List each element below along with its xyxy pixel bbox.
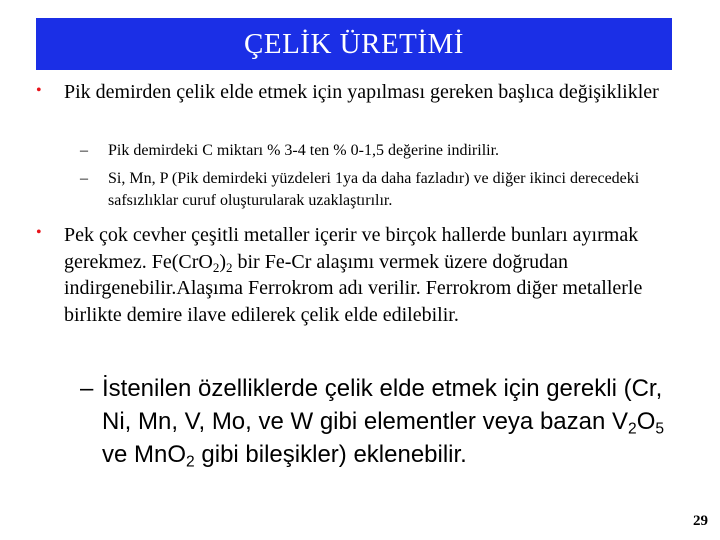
sub-point-2 bbox=[80, 168, 690, 212]
bullet-point-1 bbox=[36, 80, 686, 104]
dash-icon: – bbox=[80, 142, 88, 159]
sub-point-3-text bbox=[102, 372, 690, 471]
bullet-point-2 bbox=[36, 222, 686, 328]
sub-point-2-text: Si, Mn, P (Pik demirdeki yüzdeleri 1ya da daha fazladır) ve diğer ikinci derecedeki safsızlıklar curuf oluşturularak uzaklaştırılır. bbox=[108, 170, 640, 209]
bullet-2-part-3: bir Fe-Cr alaşımı vermek üzere doğrudan indirgenebilir.Alaşıma Ferrokrom adı verilir. Ferrokrom diğer metallerle birlikte demire ilave edilerek çelik elde edilebilir. bbox=[64, 250, 643, 326]
subscript: 2 bbox=[186, 453, 195, 471]
sub-point-1 bbox=[80, 140, 690, 162]
sub-3-part-2: O bbox=[636, 408, 656, 435]
subscript: 5 bbox=[655, 420, 665, 438]
bullet-2-text bbox=[64, 222, 686, 328]
bullet-2-part-2: ) bbox=[219, 250, 226, 273]
sub-point-1-text: Pik demirdeki C miktarı % 3-4 ten % 0-1,5 değerine indirilir. bbox=[108, 142, 500, 159]
subscript: 2 bbox=[628, 420, 637, 438]
sub-3-part-1: İstenilen özelliklerde çelik elde etmek için gerekli (Cr, Ni, Mn, V, Mo, ve W gibi elementler veya bazan V bbox=[102, 375, 663, 435]
sub-3-part-4: gibi bileşikler) eklenebilir. bbox=[194, 441, 467, 468]
dash-icon: – bbox=[80, 170, 88, 187]
subscript: 2 bbox=[226, 259, 233, 275]
page-number: 29 bbox=[693, 513, 708, 529]
bullet-1-text: Pik demirden çelik elde etmek için yapılması gereken başlıca değişiklikler bbox=[64, 81, 659, 103]
sub-3-part-3: ve MnO bbox=[102, 441, 187, 468]
sub-point-3 bbox=[80, 372, 690, 471]
dash-icon: – bbox=[80, 375, 94, 402]
bullet-icon: • bbox=[36, 224, 42, 241]
title-bar bbox=[36, 18, 672, 70]
slide-title: ÇELİK ÜRETİMİ bbox=[244, 27, 464, 60]
bullet-icon: • bbox=[36, 82, 42, 99]
subscript: 2 bbox=[212, 259, 220, 275]
bullet-2-part-1: Pek çok cevher çeşitli metaller içerir ve birçok hallerde bunları ayırmak gerekmez. Fe(CrO bbox=[64, 224, 639, 273]
